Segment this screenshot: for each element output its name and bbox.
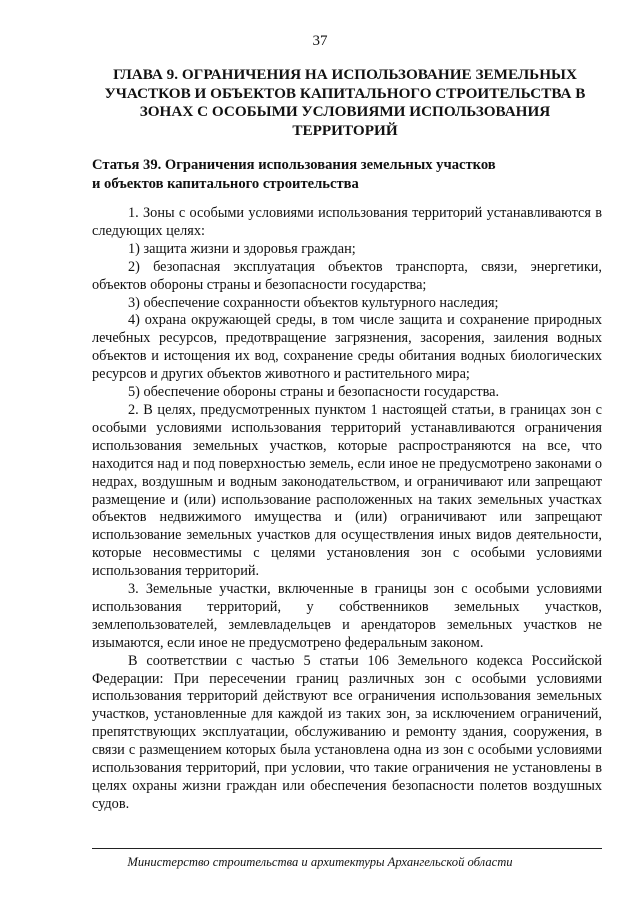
chapter-title-line: ГЛАВА 9. ОГРАНИЧЕНИЯ НА ИСПОЛЬЗОВАНИЕ ЗЕМЕЛЬНЫХ bbox=[113, 66, 577, 83]
chapter-title-line: ТЕРРИТОРИЙ bbox=[292, 121, 398, 139]
footer-text: Министерство строительства и архитектуры Архангельской области bbox=[127, 855, 513, 869]
paragraph: 2. В целях, предусмотренных пунктом 1 настоящей статьи, в границах зон с особыми условиями использования территорий устанавливаются ограничения использования земельных участков, которые распространяются на все, что находится над и под поверхностью земель, если иное не предусмотрено законами о недрах, воздушным и водным законодательством, и ограничивают или запрещают размещение и (или) использование расположенных на таких земельных участках объектов недвижимого имущества и (или) ограничивают или запрещают использование земельных участков для осуществления иных видов деятельности, которые несовместимы с целями установления зон с особыми условиями использования территорий. bbox=[92, 401, 602, 580]
article-title-line: и объектов капитального строительства bbox=[92, 175, 359, 192]
paragraph: 1. Зоны с особыми условиями использования территорий устанавливаются в следующих целях: bbox=[92, 205, 602, 239]
article-title bbox=[92, 156, 602, 193]
list-item: 1) защита жизни и здоровья граждан; bbox=[128, 240, 356, 257]
paragraph: В соответствии с частью 5 статьи 106 Земельного кодекса Российской Федерации: При пересечении границ различных зон с особыми условиями использования территорий действуют все ограничения использования земельных участков, установленные для каждой из таких зон, за исключением ограничений, препятствующих эксплуатации, обслуживанию и ремонту здания, сооружения, в связи с размещением которых была установлена одна из зон с особыми условиями использования территорий, при условии, что такие ограничения не установлены в целях охраны жизни граждан или обеспечения безопасности полетов воздушных судов. bbox=[92, 652, 602, 812]
list-item: 4) охрана окружающей среды, в том числе защита и сохранение природных лечебных ресурсов, предотвращение загрязнения, засорения, заиления водных объектов и истощения их вод, сохранение среды обитания водных биологических ресурсов и других объектов животного и растительного мира; bbox=[92, 312, 602, 383]
page-number: 37 bbox=[312, 33, 328, 49]
list-item: 2) безопасная эксплуатация объектов транспорта, связи, энергетики, объектов обороны страны и безопасности государства; bbox=[92, 258, 602, 293]
chapter-title-line: ЗОНАХ С ОСОБЫМИ УСЛОВИЯМИ ИСПОЛЬЗОВАНИЯ bbox=[139, 103, 551, 120]
footer-divider bbox=[92, 848, 602, 849]
article-body bbox=[92, 205, 602, 814]
chapter-title-line: УЧАСТКОВ И ОБЪЕКТОВ КАПИТАЛЬНОГО СТРОИТЕЛЬСТВА В bbox=[104, 84, 586, 102]
article-title-line: Статья 39. Ограничения использования земельных участков bbox=[92, 157, 496, 173]
chapter-title bbox=[92, 66, 598, 140]
list-item: 3) обеспечение сохранности объектов культурного наследия; bbox=[128, 294, 499, 311]
paragraph: 3. Земельные участки, включенные в границы зон с особыми условиями использования территорий, у собственников земельных участков, землепользователей, землевладельцев и арендаторов земельных участков не изымаются, если иное не предусмотрено федеральным законом. bbox=[92, 581, 602, 651]
list-item: 5) обеспечение обороны страны и безопасности государства. bbox=[128, 384, 500, 401]
